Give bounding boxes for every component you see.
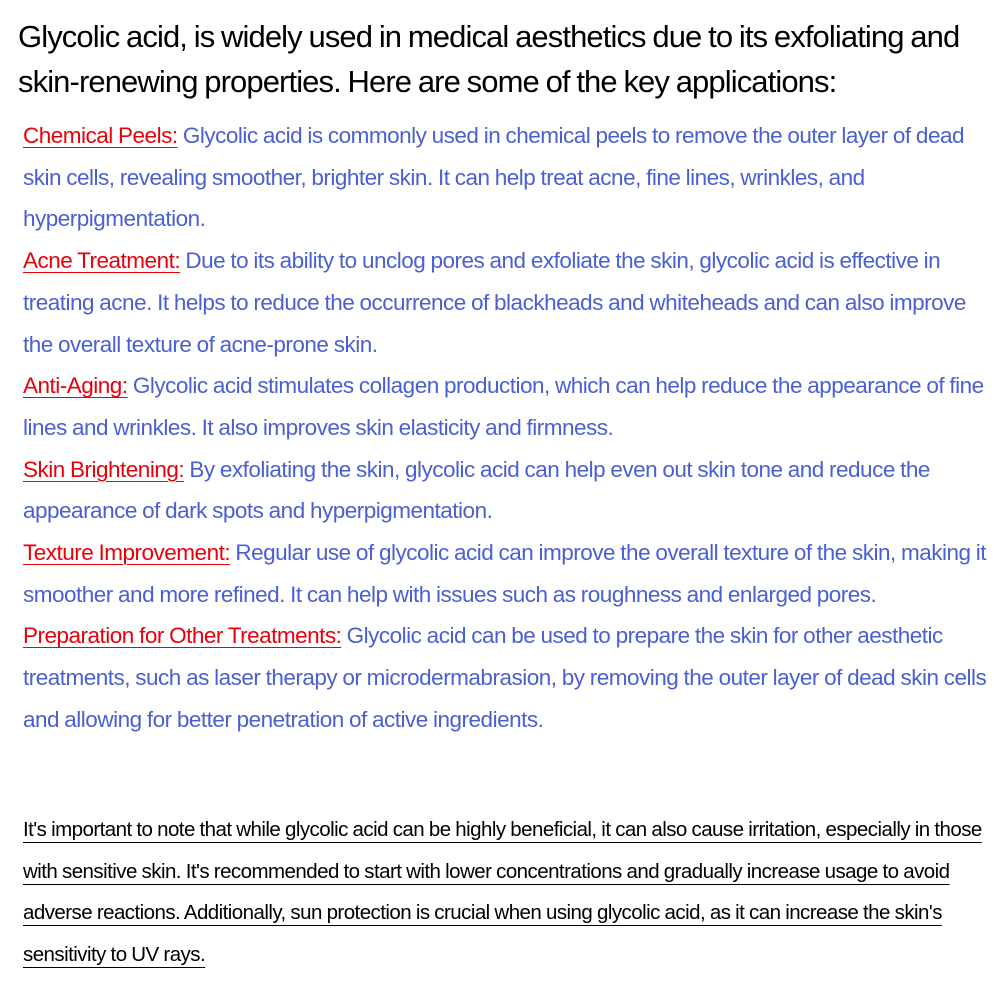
application-heading: Texture Improvement:	[23, 540, 231, 566]
application-preparation	[23, 615, 988, 740]
applications-list	[23, 115, 988, 741]
application-anti-aging	[23, 365, 988, 448]
application-heading: Skin Brightening:	[23, 456, 185, 482]
application-text: Due to its ability to unclog pores and exfoliate the skin, glycolic acid is effective in treating acne. It helps to reduce the occurrence of blackheads and whiteheads and can also improve the overall texture of acne-prone skin.	[23, 248, 966, 357]
important-note-text: It's important to note that while glycolic acid can be highly beneficial, it can also cause irritation, especially in those with sensitive skin. It's recommended to start with lower concentrations and gradually increase usage to avoid adverse reactions. Additionally, sun protection is crucial when using glycolic acid, as it can increase the skin's sensitivity to UV rays.	[23, 818, 982, 967]
application-text: Glycolic acid can be used to prepare the skin for other aesthetic treatments, such as laser therapy or microdermabrasion, by removing the outer layer of dead skin cells and allowing for better penetration of active ingredients.	[23, 623, 987, 732]
application-skin-brightening	[23, 449, 988, 532]
application-text: Regular use of glycolic acid can improve the overall texture of the skin, making it smoother and more refined. It can help with issues such as roughness and enlarged pores.	[23, 540, 986, 607]
application-chemical-peels	[23, 115, 988, 240]
application-text: Glycolic acid is commonly used in chemical peels to remove the outer layer of dead skin cells, revealing smoother, brighter skin. It can help treat acne, fine lines, wrinkles, and hyperpigmentation.	[23, 123, 964, 232]
application-texture-improvement	[23, 532, 988, 615]
application-heading: Anti-Aging:	[23, 373, 128, 399]
application-text: Glycolic acid stimulates collagen production, which can help reduce the appearance of fine lines and wrinkles. It also improves skin elasticity and firmness.	[23, 373, 984, 440]
application-acne-treatment	[23, 240, 988, 365]
intro-paragraph: Glycolic acid, is widely used in medical aesthetics due to its exfoliating and skin-renewing properties. Here are some of the key applications:	[18, 19, 960, 99]
application-heading: Chemical Peels:	[23, 123, 178, 148]
important-note	[23, 809, 988, 976]
application-heading: Acne Treatment:	[23, 248, 181, 274]
application-text: By exfoliating the skin, glycolic acid can help even out skin tone and reduce the appearance of dark spots and hyperpigmentation.	[23, 456, 930, 524]
application-heading: Preparation for Other Treatments:	[23, 623, 342, 649]
